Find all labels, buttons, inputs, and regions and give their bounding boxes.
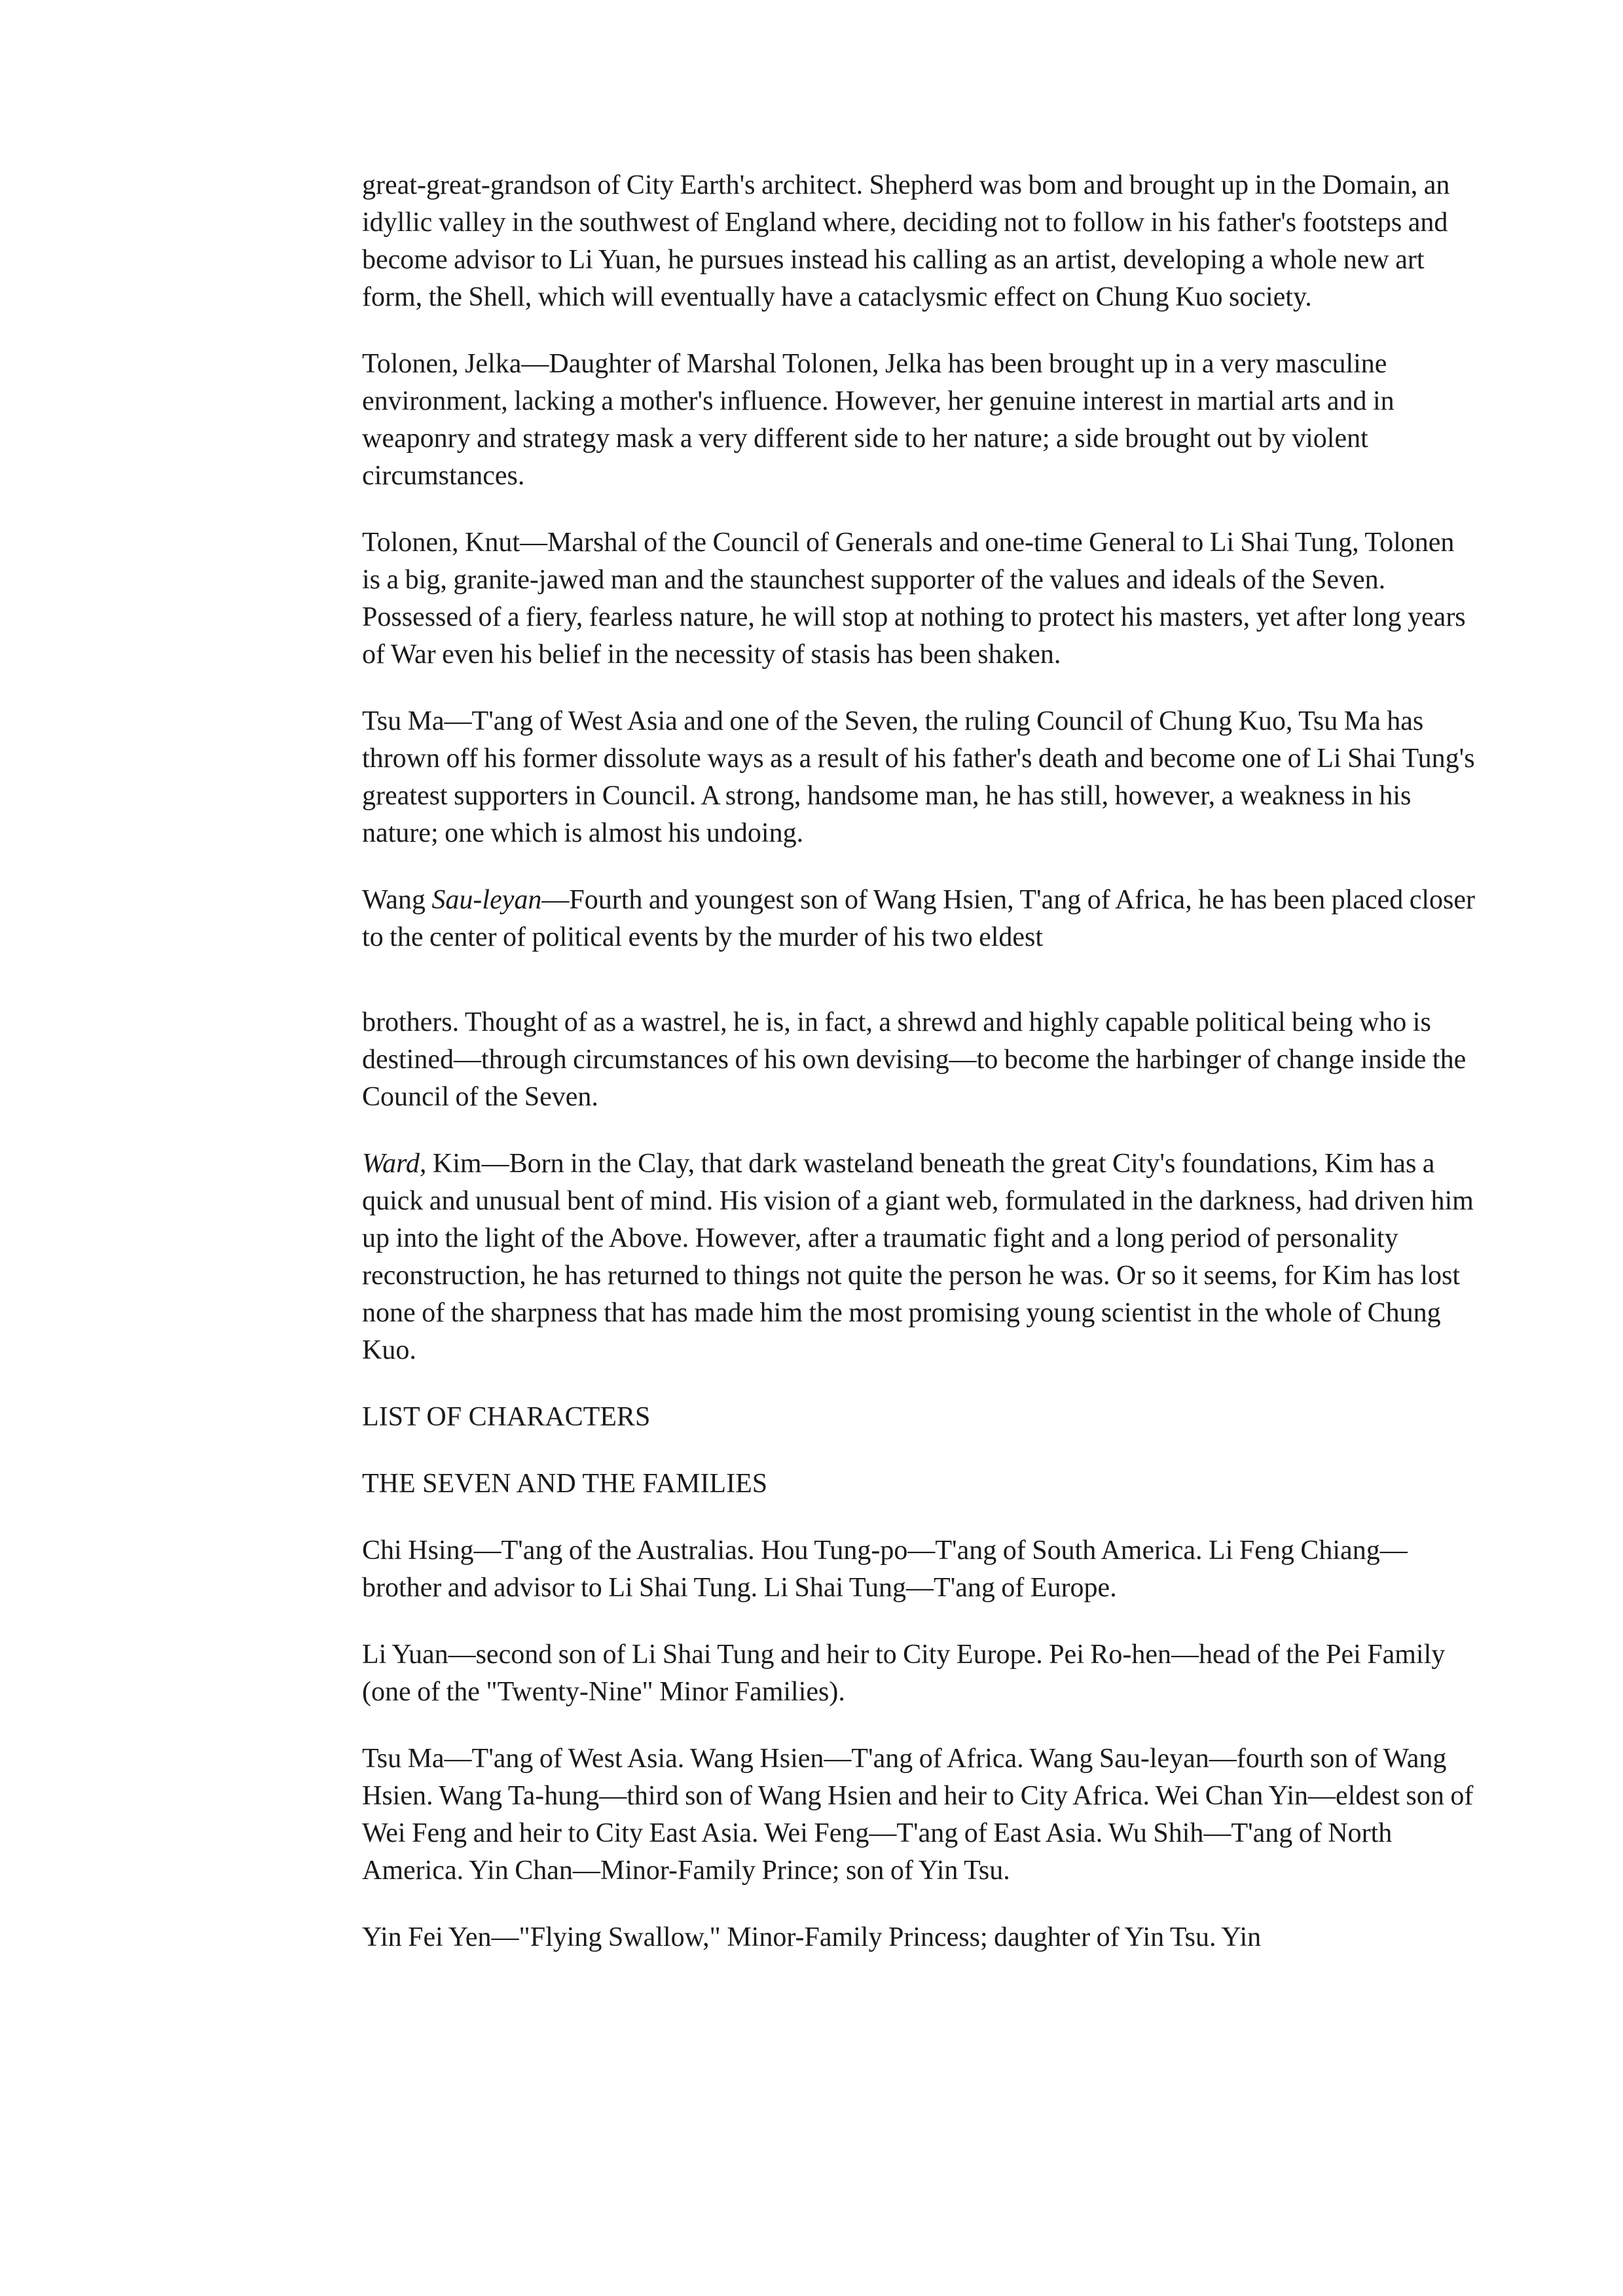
character-list-paragraph: Yin Fei Yen—"Flying Swallow," Minor-Family Princess; daughter of Yin Tsu. Yin — [362, 1922, 1262, 1952]
character-list-paragraph: Chi Hsing—T'ang of the Australias. Hou Tung-po—T'ang of South America. Li Feng Chiang—brother and advisor to Li Shai Tung. Li Shai Tung—T'ang of Europe. — [362, 1535, 1408, 1603]
paragraph-tsu-ma: Tsu Ma—T'ang of West Asia and one of the Seven, the ruling Council of Chung Kuo, Tsu Ma has thrown off his former dissolute ways as a result of his father's death and become one of Li Shai Tung's greatest supporters in Council. A strong, handsome man, he has still, however, a weakness in his nature; one which is almost his undoing. — [362, 706, 1475, 848]
heading-list-of-characters: LIST OF CHARACTERS — [362, 1402, 651, 1432]
paragraph-tolonen-jelka: Tolonen, Jelka—Daughter of Marshal Tolonen, Jelka has been brought up in a very masculine environment, lacking a mother's influence. However, her genuine interest in martial arts and in weaponry and strategy mask a very different side to her nature; a side brought out by violent circumstances. — [362, 349, 1395, 491]
character-list-paragraph: Tsu Ma—T'ang of West Asia. Wang Hsien—T'ang of Africa. Wang Sau-leyan—fourth son of Wang Hsien. Wang Ta-hung—third son of Wang Hsien and heir to City Africa. Wei Chan Yin—eldest son of Wei Feng and heir to City East Asia. Wei Feng—T'ang of East Asia. Wu Shih—T'ang of North America. Yin Chan—Minor-Family Prince; son of Yin Tsu. — [362, 1744, 1474, 1886]
paragraph-wang-sau-leyan — [362, 882, 1475, 956]
heading-seven-and-families: THE SEVEN AND THE FAMILIES — [362, 1469, 768, 1499]
paragraph-ward-kim — [362, 1145, 1475, 1369]
text-column — [362, 167, 1475, 1986]
ward-body: Kim—Born in the Clay, that dark wasteland beneath the great City's foundations, Kim has a quick and unusual bent of mind. His vision of a giant web, formulated in the darkness, had driven him up into the light of the Above. However, after a traumatic fight and a long period of personality reconstruction, he has returned to things not quite the person he was. Or so it seems, for Kim has lost none of the sharpness that has made him the most promising young scientist in the whole of Chung Kuo. — [362, 1149, 1474, 1365]
wang-prefix: Wang — [362, 885, 432, 915]
paragraph-shepherd-continued: great-great-grandson of City Earth's architect. Shepherd was bom and brought up in the Domain, an idyllic valley in the southwest of England where, deciding not to follow in his father's footsteps and become advisor to Li Yuan, he pursues instead his calling as an artist, developing a whole new art form, the Shell, which will eventually have a cataclysmic effect on Chung Kuo society. — [362, 170, 1450, 312]
character-list-paragraph: Li Yuan—second son of Li Shai Tung and heir to City Europe. Pei Ro-hen—head of the Pei Family (one of the "Twenty-Nine" Minor Families). — [362, 1640, 1446, 1707]
wang-italic-name: Sau-leyan — [431, 885, 542, 915]
wang-body: —Fourth and youngest son of Wang Hsien, T'ang of Africa, he has been placed closer to the center of political events by the murder of his two eldest — [362, 885, 1475, 952]
paragraph-tolonen-knut: Tolonen, Knut—Marshal of the Council of Generals and one-time General to Li Shai Tung, Tolonen is a big, granite-jawed man and the staunchest supporter of the values and ideals of the Seven. Possessed of a fiery, fearless nature, he will stop at nothing to protect his masters, yet after long years of War even his belief in the necessity of stasis has been shaken. — [362, 528, 1466, 670]
ward-italic-name: Ward, — [362, 1149, 427, 1179]
paragraph-wang-sau-leyan-continued: brothers. Thought of as a wastrel, he is, in fact, a shrewd and highly capable political being who is destined—through circumstances of his own devising—to become the harbinger of change inside the Council of the Seven. — [362, 1007, 1467, 1112]
